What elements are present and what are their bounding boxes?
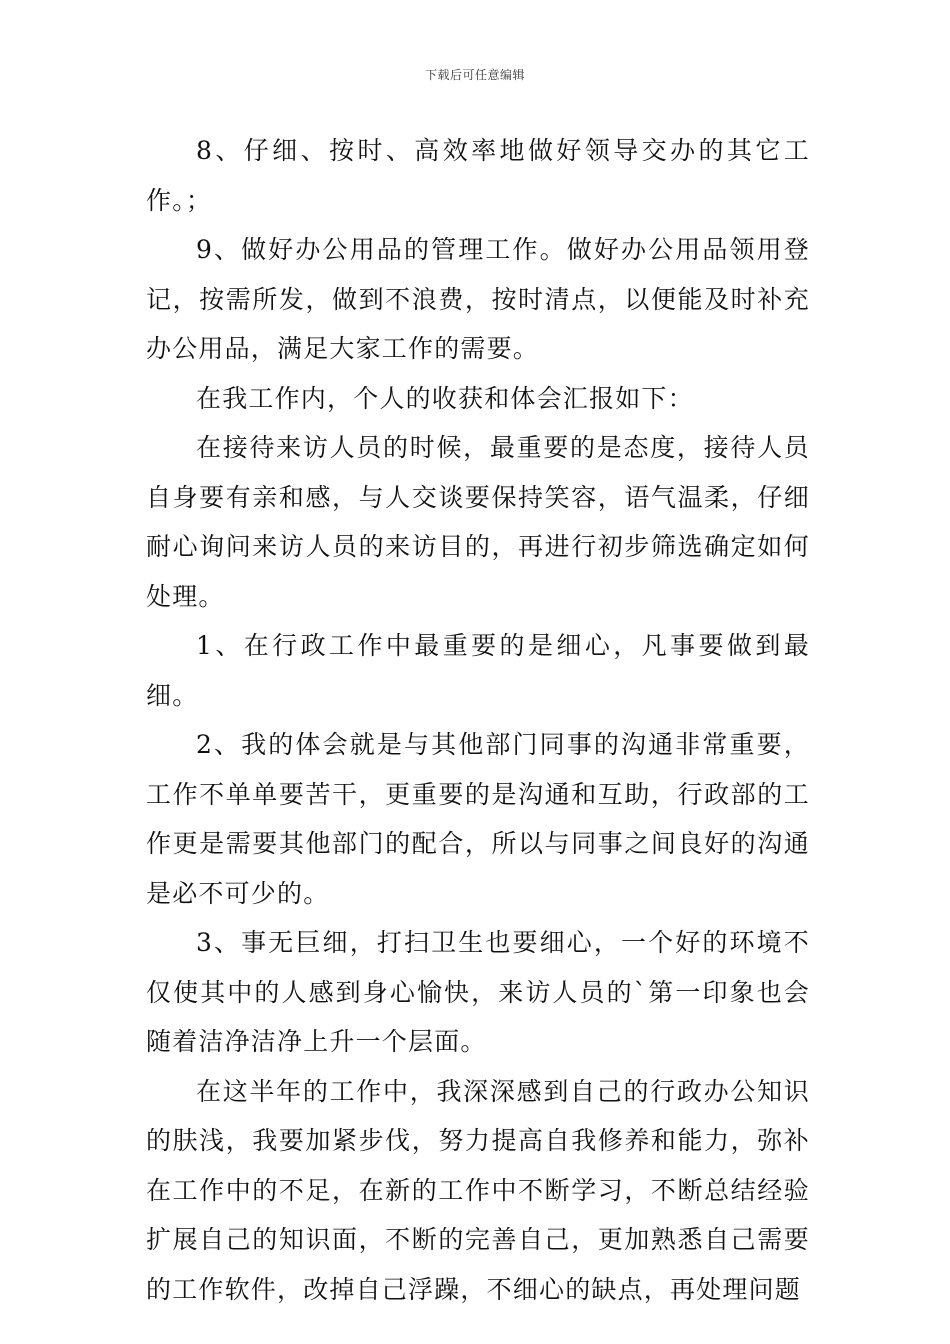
page-header: 下载后可任意编辑 (424, 68, 525, 82)
document-body (146, 126, 810, 1314)
paragraph-item-9: 9、做好办公用品的管理工作。做好办公用品领用登记，按需所发，做到不浪费，按时清点，以便能及时补充办公用品，满足大家工作的需要。 (146, 235, 810, 363)
paragraph-item-8: 8、仔细、按时、高效率地做好领导交办的其它工作。； (146, 136, 810, 215)
paragraph-point-2: 2、我的体会就是与其他部门同事的沟通非常重要，工作不单单要苦干，更重要的是沟通和互助，行政部的工作更是需要其他部门的配合，所以与同事之间良好的沟通是必不可少的。 (146, 730, 810, 908)
paragraph-point-1: 1、在行政工作中最重要的是细心，凡事要做到最细。 (146, 631, 810, 710)
paragraph-conclusion: 在这半年的工作中，我深深感到自己的行政办公知识的肤浅，我要加紧步伐，努力提高自我修养和能力，弥补在工作中的不足，在新的工作中不断学习，不断总结经验扩展自己的知识面，不断的完善自己，更加熟悉自己需要的工作软件，改掉自己浮躁，不细心的缺点，再处理问题 (146, 1076, 810, 1304)
paragraph-reception: 在接待来访人员的时候，最重要的是态度，接待人员自身要有亲和感，与人交谈要保持笑容，语气温柔，仔细耐心询问来访人员的来访目的，再进行初步筛选确定如何处理。 (146, 433, 810, 611)
paragraph-point-3: 3、事无巨细，打扫卫生也要细心，一个好的环境不仅使其中的人感到身心愉快，来访人员的`第一印象也会随着洁净洁净上升一个层面。 (146, 928, 810, 1056)
paragraph-summary-intro: 在我工作内，个人的收获和体会汇报如下： (196, 383, 694, 413)
